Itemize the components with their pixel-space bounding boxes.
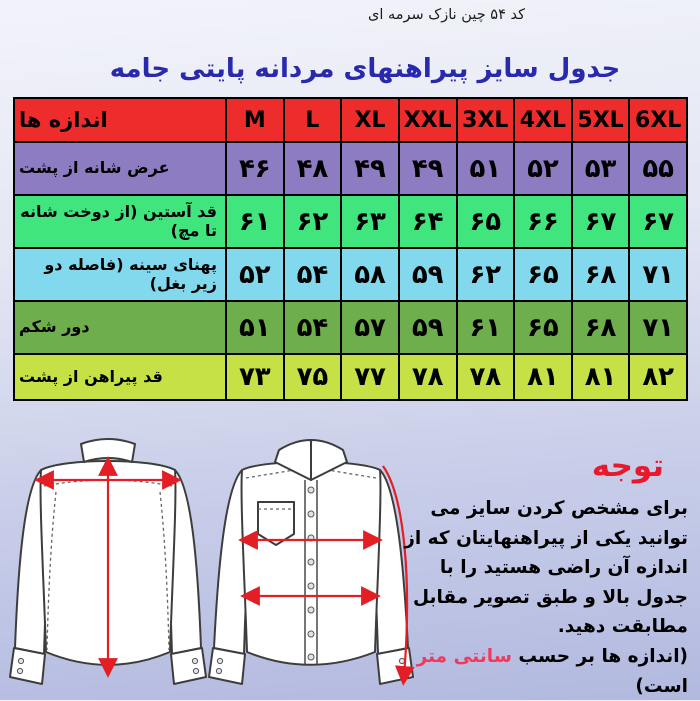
measure-value-cell: ۵۷: [342, 302, 398, 353]
unit-note-suffix: است): [635, 675, 688, 697]
measure-value-cell: ۷۸: [458, 355, 514, 399]
measure-value-cell: ۵۴: [285, 249, 341, 300]
note-body-text: برای مشخص کردن سایز می توانید یکی از پیراهنهایتان که از اندازه آن راضی هستید را با جدول بالا و طبق تصویر مقابل مطابقت دهید.: [404, 498, 688, 638]
shirt-front-body: [209, 440, 413, 684]
measure-row-label: قد پیراهن از پشت: [15, 355, 225, 399]
measure-value-cell: ۶۸: [573, 302, 629, 353]
size-header-5xl: 5XL: [573, 99, 629, 141]
measure-value-cell: ۶۲: [458, 249, 514, 300]
measure-value-cell: ۴۹: [342, 143, 398, 194]
measure-value-cell: ۴۶: [227, 143, 283, 194]
measure-value-cell: ۵۴: [285, 302, 341, 353]
product-code-label: کد ۵۴ چین نازک سرمه ای: [367, 7, 525, 23]
measure-value-cell: ۷۸: [400, 355, 456, 399]
measure-row-label: پهنای سینه (فاصله دو زیر بغل): [15, 249, 225, 300]
measure-value-cell: ۷۵: [285, 355, 341, 399]
measure-value-cell: ۶۵: [515, 249, 571, 300]
measure-row-label: دور شکم: [15, 302, 225, 353]
size-header-4xl: 4XL: [515, 99, 571, 141]
measure-value-cell: ۶۱: [458, 302, 514, 353]
size-header-m: M: [227, 99, 283, 141]
back-shirt-illustration: [8, 428, 208, 700]
page-title: جدول سایز پیراهنهای مردانه پایتی جامه: [109, 54, 621, 84]
measure-row-label: قد آستین (از دوخت شانه تا مچ): [15, 196, 225, 247]
note-section: [392, 448, 688, 701]
size-header-3xl: 3XL: [458, 99, 514, 141]
measure-value-cell: ۵۱: [458, 143, 514, 194]
measure-value-cell: ۶۲: [285, 196, 341, 247]
size-table: [13, 97, 688, 401]
measure-value-cell: ۶۵: [515, 302, 571, 353]
measure-value-cell: ۷۱: [630, 249, 686, 300]
measure-value-cell: ۶۳: [342, 196, 398, 247]
measure-value-cell: ۸۱: [515, 355, 571, 399]
size-header-xl: XL: [342, 99, 398, 141]
measure-value-cell: ۵۸: [342, 249, 398, 300]
measure-value-cell: ۶۵: [458, 196, 514, 247]
measure-value-cell: ۴۹: [400, 143, 456, 194]
note-heading: توجه: [591, 448, 664, 484]
measure-value-cell: ۴۸: [285, 143, 341, 194]
measure-value-cell: ۷۳: [227, 355, 283, 399]
measure-value-cell: ۶۸: [573, 249, 629, 300]
measure-value-cell: ۶۷: [573, 196, 629, 247]
measure-value-cell: ۵۵: [630, 143, 686, 194]
measure-value-cell: ۶۷: [630, 196, 686, 247]
size-header-xxl: XXL: [400, 99, 456, 141]
front-shirt-illustration: [202, 428, 420, 700]
measure-row-label: عرض شانه از پشت: [15, 143, 225, 194]
measure-value-cell: ۶۱: [227, 196, 283, 247]
size-header-6xl: 6XL: [630, 99, 686, 141]
unit-note: [392, 642, 688, 701]
measure-value-cell: ۸۱: [573, 355, 629, 399]
unit-note-prefix: (اندازه ها بر حسب: [511, 645, 688, 667]
measures-header-cell: اندازه ها: [15, 99, 225, 141]
measure-value-cell: ۸۲: [630, 355, 686, 399]
measure-value-cell: ۷۱: [630, 302, 686, 353]
measure-value-cell: ۶۴: [400, 196, 456, 247]
measure-value-cell: ۵۹: [400, 302, 456, 353]
measure-value-cell: ۵۹: [400, 249, 456, 300]
measure-value-cell: ۷۷: [342, 355, 398, 399]
measure-value-cell: ۵۲: [515, 143, 571, 194]
size-header-l: L: [285, 99, 341, 141]
unit-note-highlight: سانتی متر: [416, 645, 512, 667]
measure-value-cell: ۵۱: [227, 302, 283, 353]
measure-value-cell: ۶۶: [515, 196, 571, 247]
measure-value-cell: ۵۳: [573, 143, 629, 194]
measure-value-cell: ۵۲: [227, 249, 283, 300]
